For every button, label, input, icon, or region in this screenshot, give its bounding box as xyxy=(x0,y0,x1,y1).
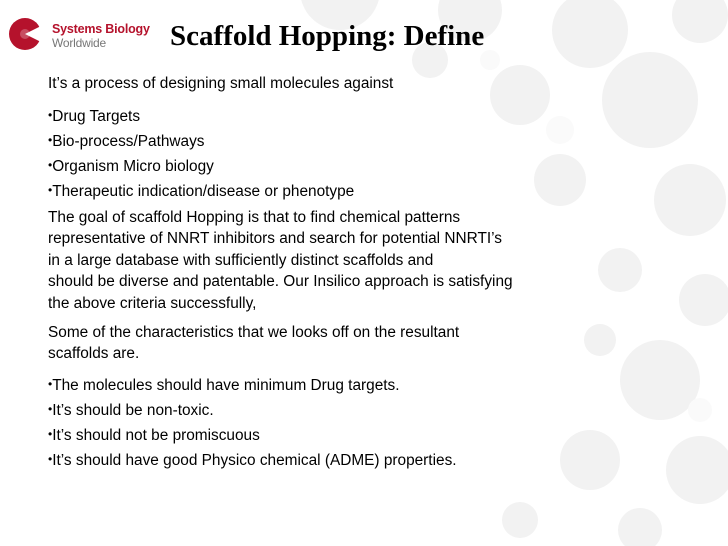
list-item: •Drug Targets xyxy=(48,107,141,125)
list-item: •The molecules should have minimum Drug targets. xyxy=(48,376,400,394)
slide-title: Scaffold Hopping: Define xyxy=(170,20,485,52)
list-item: •Therapeutic indication/disease or phenotype xyxy=(48,182,355,200)
list-item: •It’s should be non-toxic. xyxy=(48,401,214,419)
bullet-glyph: • xyxy=(48,451,53,466)
list-item: •It’s should have good Physico chemical (ADME) properties. xyxy=(48,451,457,469)
slide-content xyxy=(48,73,618,474)
bullet-glyph: • xyxy=(48,132,53,147)
company-logo xyxy=(6,12,176,56)
bullet-list-characteristics xyxy=(48,374,618,471)
logo-line2: Worldwide xyxy=(52,36,106,50)
bullet-glyph: • xyxy=(48,157,53,172)
characteristics-paragraph: Some of the characteristics that we looks off on the resultant scaffolds are. xyxy=(48,323,460,363)
logo-mark-icon xyxy=(6,12,48,56)
list-item: •Bio-process/Pathways xyxy=(48,132,205,150)
bullet-glyph: • xyxy=(48,182,53,197)
bullet-glyph: • xyxy=(48,376,53,391)
list-item: •Organism Micro biology xyxy=(48,157,214,175)
bullet-glyph: • xyxy=(48,107,53,122)
bullet-glyph: • xyxy=(48,401,53,416)
goal-paragraph: The goal of scaffold Hopping is that to find chemical patterns representative of NNRT inhibitors and search for potential NNRTI’s in a large database with sufficiently distinct scaffolds and should be diverse and patentable. Our Insilico approach is satisfying the above criteria successfully, xyxy=(48,208,513,312)
list-item: •It’s should not be promiscuous xyxy=(48,426,260,444)
bullet-glyph: • xyxy=(48,426,53,441)
logo-line1: Systems Biology xyxy=(52,22,150,36)
bullet-list-targets xyxy=(48,105,618,202)
intro-text: It’s a process of designing small molecules against xyxy=(48,75,394,92)
